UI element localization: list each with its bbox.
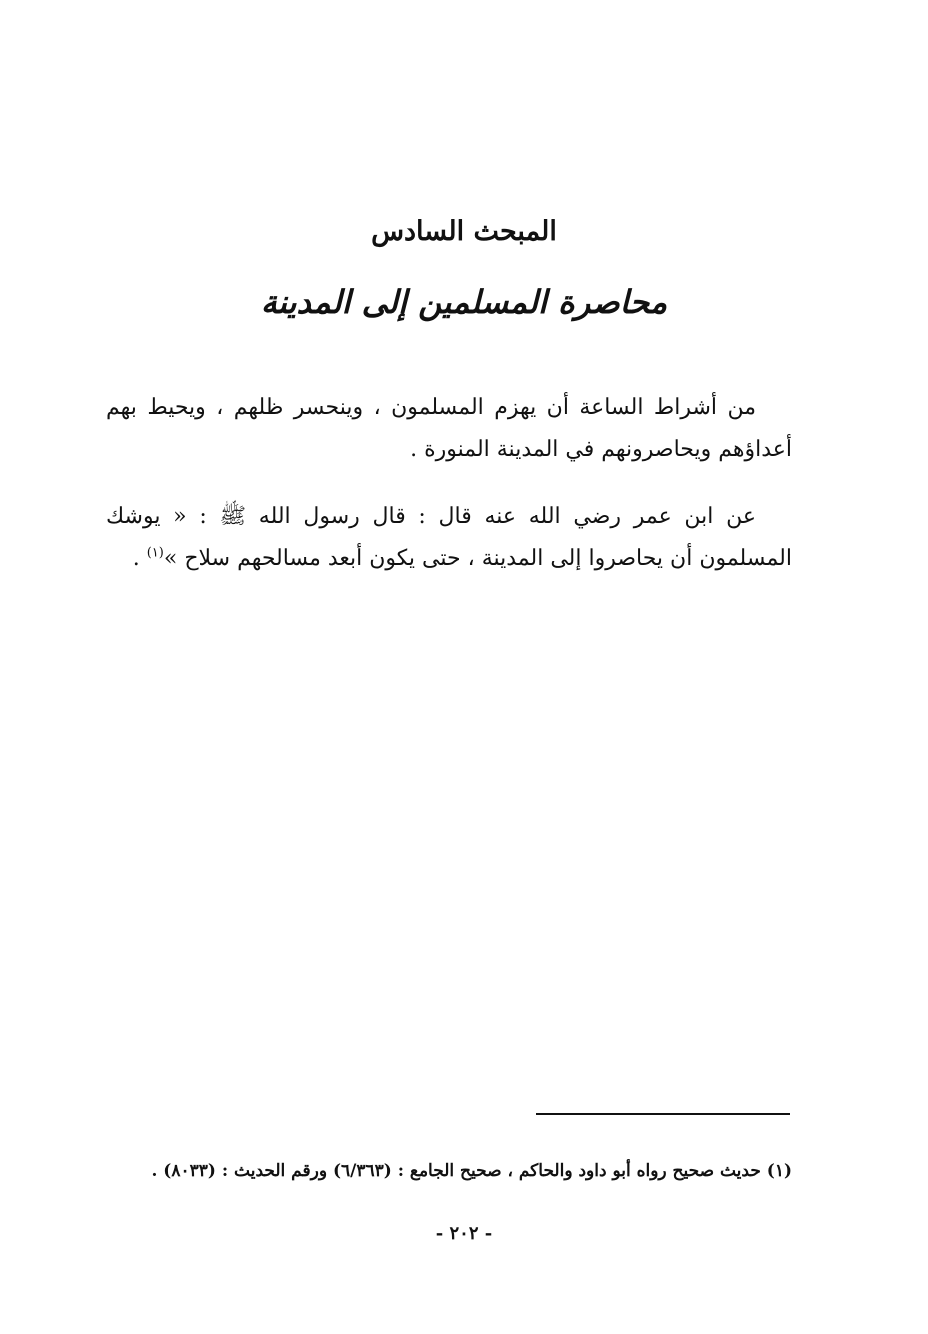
- paragraph-2-text: عن ابن عمر رضي الله عنه قال : قال رسول الله ﷺ : « يوشك المسلمون أن يحاصروا إلى المدينة ، حتى يكون أبعد مسالحهم سلاح »: [106, 504, 792, 571]
- paragraph-1: [106, 387, 792, 471]
- footnote-reference: (١): [146, 545, 164, 561]
- footnote-divider: [536, 1113, 790, 1115]
- paragraph-1-text: من أشراط الساعة أن يهزم المسلمون ، وينحسر ظلهم ، ويحيط بهم أعداؤهم ويحاصرونهم في المدينة المنورة .: [106, 395, 792, 462]
- footnote: (١) حديث صحيح رواه أبو داود والحاكم ، صحيح الجامع : (٦/٣٦٣) ورقم الحديث : (٨٠٣٣) .: [151, 1161, 792, 1181]
- paragraph-2-end: .: [132, 546, 147, 571]
- page-number: - ٢٠٢ -: [435, 1223, 493, 1244]
- chapter-subtitle: محاصرة المسلمين إلى المدينة: [260, 283, 668, 321]
- section-title: المبحث السادس: [371, 216, 557, 247]
- paragraph-2: [106, 496, 792, 580]
